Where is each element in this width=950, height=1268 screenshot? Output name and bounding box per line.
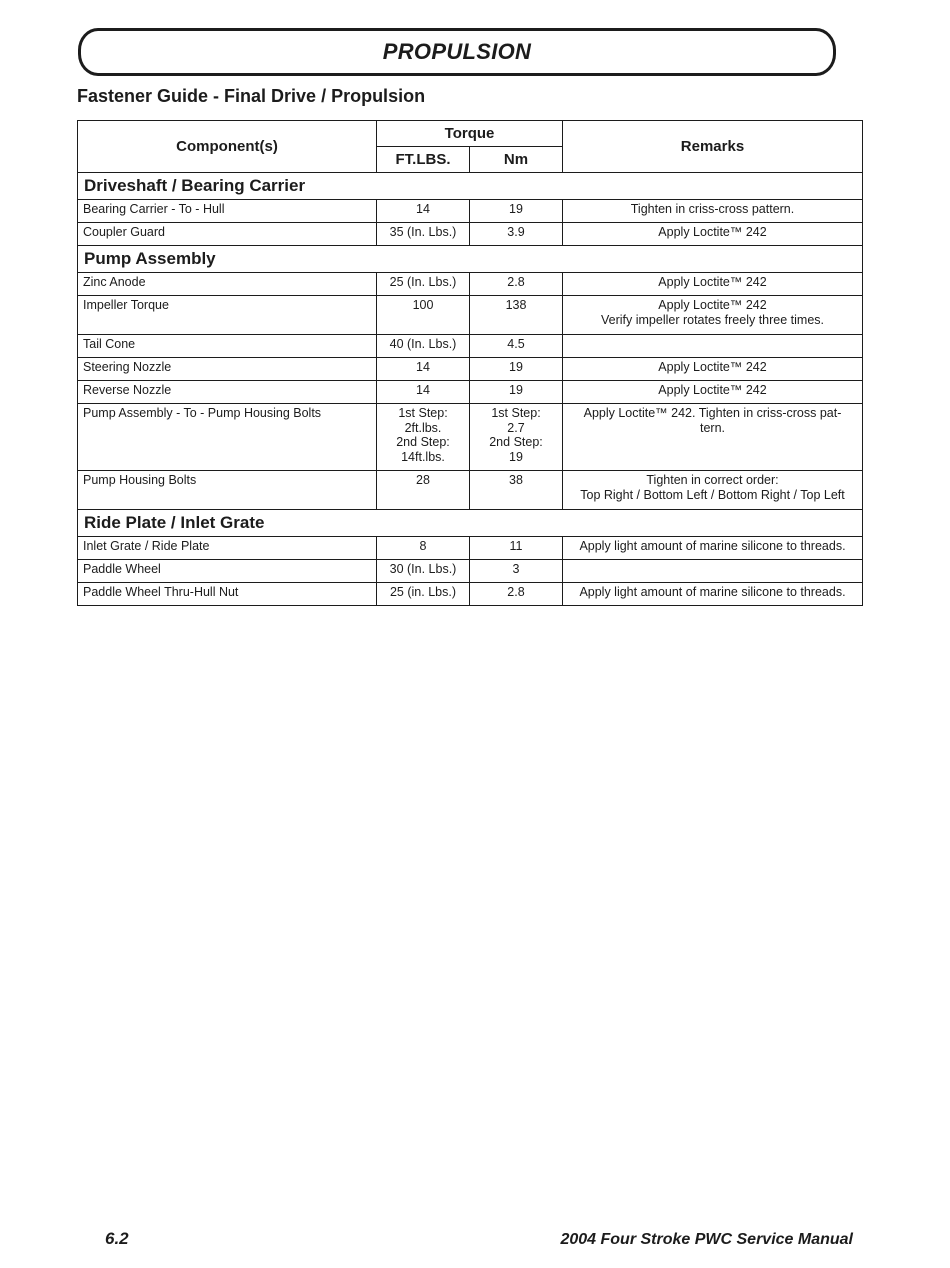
cell-nm: 19 [470, 200, 563, 223]
table-row [78, 381, 863, 404]
cell-component: Zinc Anode [78, 273, 377, 296]
cell-component: Tail Cone [78, 335, 377, 358]
cell-remarks: Apply Loctite™ 242. Tighten in criss-cross pat- tern. [563, 404, 863, 471]
cell-ftlbs: 1st Step: 2ft.lbs. 2nd Step: 14ft.lbs. [377, 404, 470, 471]
cell-remarks: Apply Loctite™ 242 [563, 381, 863, 404]
cell-nm: 19 [470, 381, 563, 404]
cell-nm: 19 [470, 358, 563, 381]
page-subtitle: Fastener Guide - Final Drive / Propulsion [77, 86, 426, 106]
cell-component: Steering Nozzle [78, 358, 377, 381]
cell-component: Coupler Guard [78, 223, 377, 246]
cell-remarks: Apply light amount of marine silicone to threads. [563, 583, 863, 606]
cell-nm: 3 [470, 560, 563, 583]
header-nm: Nm [470, 147, 563, 173]
cell-nm: 4.5 [470, 335, 563, 358]
cell-nm: 2.8 [470, 273, 563, 296]
cell-ftlbs: 25 (in. Lbs.) [377, 583, 470, 606]
table-row [78, 200, 863, 223]
cell-nm: 11 [470, 537, 563, 560]
cell-component: Paddle Wheel [78, 560, 377, 583]
section-row [78, 510, 863, 537]
header-remarks: Remarks [563, 121, 863, 173]
section-title: Driveshaft / Bearing Carrier [78, 173, 863, 200]
cell-ftlbs: 40 (In. Lbs.) [377, 335, 470, 358]
cell-remarks [563, 560, 863, 583]
cell-ftlbs: 30 (In. Lbs.) [377, 560, 470, 583]
section-row [78, 173, 863, 200]
header-component: Component(s) [78, 121, 377, 173]
cell-remarks: Apply Loctite™ 242 Verify impeller rotates freely three times. [563, 296, 863, 335]
table-row [78, 223, 863, 246]
fastener-table [77, 120, 863, 606]
cell-component: Bearing Carrier - To - Hull [78, 200, 377, 223]
table-row [78, 471, 863, 510]
cell-component: Inlet Grate / Ride Plate [78, 537, 377, 560]
table-row [78, 335, 863, 358]
header-ftlbs: FT.LBS. [377, 147, 470, 173]
section-title: Pump Assembly [78, 246, 863, 273]
cell-nm: 138 [470, 296, 563, 335]
cell-ftlbs: 28 [377, 471, 470, 510]
cell-component: Pump Housing Bolts [78, 471, 377, 510]
table-row [78, 296, 863, 335]
banner-title: PROPULSION [382, 39, 532, 64]
cell-remarks: Apply light amount of marine silicone to threads. [563, 537, 863, 560]
cell-ftlbs: 35 (In. Lbs.) [377, 223, 470, 246]
cell-remarks: Tighten in correct order: Top Right / Bottom Left / Bottom Right / Top Left [563, 471, 863, 510]
cell-nm: 1st Step: 2.7 2nd Step: 19 [470, 404, 563, 471]
cell-ftlbs: 14 [377, 381, 470, 404]
header-row [78, 121, 863, 147]
section-title: Ride Plate / Inlet Grate [78, 510, 863, 537]
table-row [78, 560, 863, 583]
cell-ftlbs: 8 [377, 537, 470, 560]
table-row [78, 537, 863, 560]
cell-component: Pump Assembly - To - Pump Housing Bolts [78, 404, 377, 471]
cell-remarks: Apply Loctite™ 242 [563, 223, 863, 246]
cell-ftlbs: 100 [377, 296, 470, 335]
cell-ftlbs: 14 [377, 200, 470, 223]
cell-remarks: Apply Loctite™ 242 [563, 273, 863, 296]
section-banner [78, 28, 836, 76]
cell-remarks [563, 335, 863, 358]
table-row [78, 404, 863, 471]
header-torque: Torque [377, 121, 563, 147]
table-row [78, 273, 863, 296]
cell-component: Impeller Torque [78, 296, 377, 335]
table-row [78, 583, 863, 606]
cell-nm: 2.8 [470, 583, 563, 606]
cell-component: Paddle Wheel Thru-Hull Nut [78, 583, 377, 606]
cell-remarks: Apply Loctite™ 242 [563, 358, 863, 381]
cell-ftlbs: 14 [377, 358, 470, 381]
table-row [78, 358, 863, 381]
cell-remarks: Tighten in criss-cross pattern. [563, 200, 863, 223]
cell-ftlbs: 25 (In. Lbs.) [377, 273, 470, 296]
cell-nm: 3.9 [470, 223, 563, 246]
cell-component: Reverse Nozzle [78, 381, 377, 404]
section-row [78, 246, 863, 273]
cell-nm: 38 [470, 471, 563, 510]
manual-title: 2004 Four Stroke PWC Service Manual [560, 1231, 853, 1248]
page-number: 6.2 [105, 1229, 129, 1248]
